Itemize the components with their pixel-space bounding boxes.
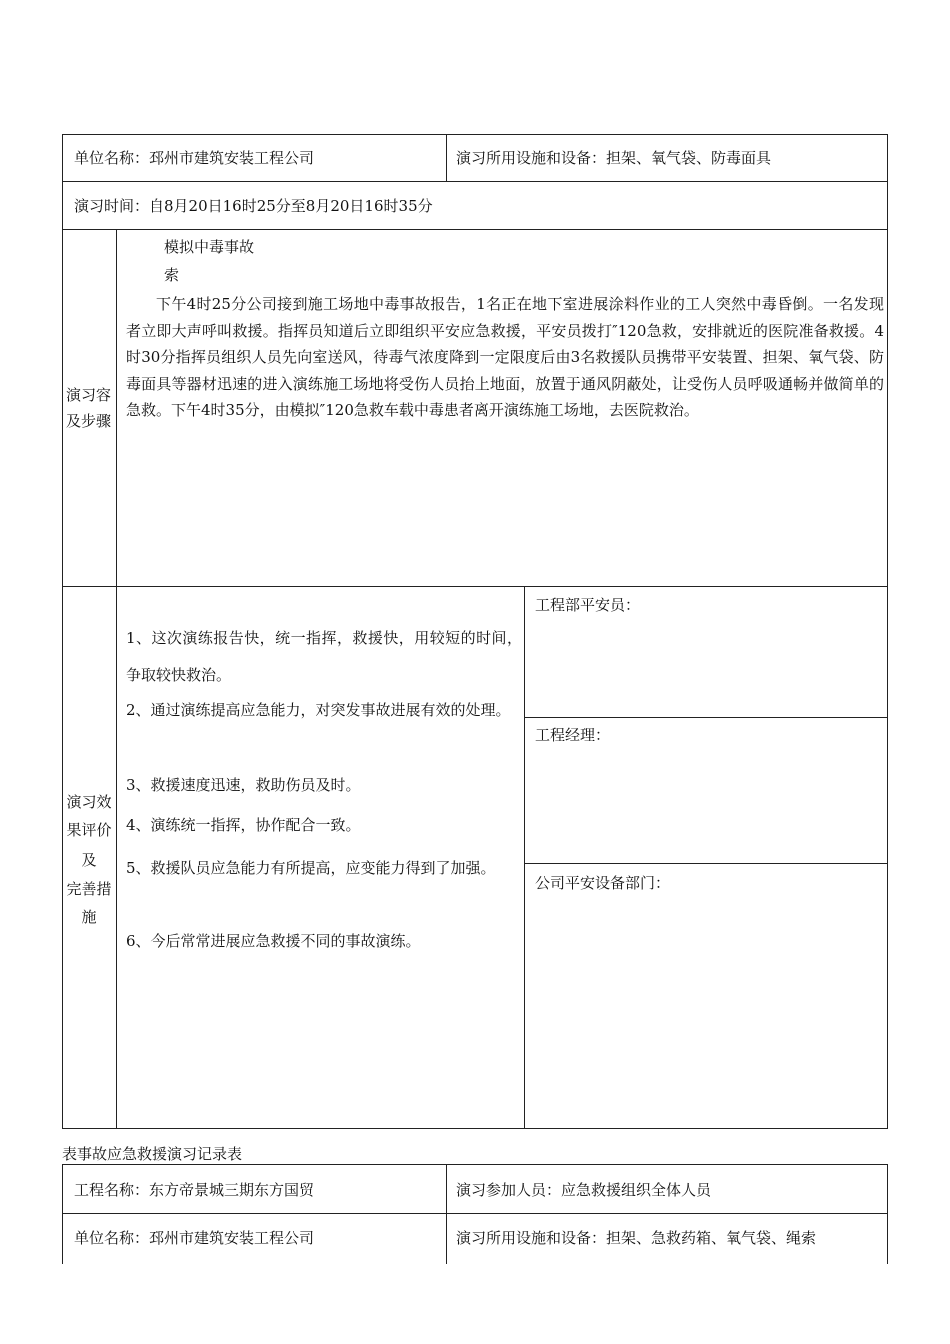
eval-item-2: 2、通过演练提高应急能力，对突发事故进展有效的处理。 [126, 701, 511, 719]
sign-company-safety-dept: 公司平安设备部门： [535, 874, 671, 892]
sign-project-manager: 工程经理： [535, 726, 611, 744]
table1-row1-divider [446, 134, 447, 181]
table1-row3-bottom [62, 586, 888, 587]
table2-equipment: 演习所用设施和设备：担架、急救药箱、氧气袋、绳索 [456, 1229, 817, 1247]
table2-participants: 演习参加人员：应急救援组织全体人员 [456, 1181, 712, 1199]
table1-eval-sign-divider [524, 586, 525, 1128]
table2-left-border [62, 1164, 63, 1264]
table1-right-border [887, 134, 888, 1129]
table1-top-border [62, 134, 888, 135]
table1-row2-bottom [62, 229, 888, 230]
table1-row1-bottom [62, 181, 888, 182]
content-label-line2: 及步骤 [66, 412, 112, 430]
eval-item-6: 6、今后常常进展应急救援不同的事故演练。 [126, 932, 421, 950]
eval-item-4: 4、演练统一指挥，协作配合一致。 [126, 816, 361, 834]
content-label-line1: 演习容 [66, 386, 112, 404]
eval-label-line3: 及 [81, 851, 97, 869]
eval-label-line4: 完善措 [66, 880, 112, 898]
sign-divider-2 [524, 863, 888, 864]
table2-right-border [887, 1164, 888, 1264]
table2-top-border [62, 1164, 888, 1165]
content-subtitle: 索 [164, 266, 180, 284]
eval-item-3: 3、救援速度迅速，救助伤员及时。 [126, 776, 361, 794]
eval-item-5: 5、救援队员应急能力有所提高，应变能力得到了加强。 [126, 859, 496, 877]
eval-item-1: 1、这次演练报告快，统一指挥，救援快，用较短的时间，争取较快救治。 [126, 629, 522, 684]
table1-bottom-border [62, 1128, 888, 1129]
unit-name-cell: 单位名称：邳州市建筑安装工程公司 [74, 149, 315, 167]
table2-column-divider [446, 1164, 447, 1264]
content-title: 模拟中毒事故 [164, 238, 255, 256]
drill-time-cell: 演习时间：自8月20日16时25分至8月20日16时35分 [74, 197, 433, 215]
eval-label-line2: 果评价 [66, 821, 112, 839]
eval-label-line1: 演习效 [66, 793, 112, 811]
table2-unit-name: 单位名称：邳州市建筑安装工程公司 [74, 1229, 315, 1247]
sign-project-safety-officer: 工程部平安员： [535, 596, 641, 614]
table2-project-name: 工程名称：东方帝景城三期东方国贸 [74, 1181, 315, 1199]
table2-caption: 表事故应急救援演习记录表 [62, 1145, 243, 1163]
equipment-cell: 演习所用设施和设备：担架、氧气袋、防毒面具 [456, 149, 772, 167]
table1-label-column-divider [116, 229, 117, 1128]
content-body: 下午4时25分公司接到施工场地中毒事故报告，1名正在地下室进展涂料作业的工人突然中毒昏倒。一名发现者立即大声呼叫救援。指挥员知道后立即组织平安应急救援，平安员拨打″120急救，安排就近的医院准备救援。4时30分指挥员组织人员先向室送风，待毒气浓度降到一定限度后由3名救援队员携带平安装置、担架、氧气袋、防毒面具等器材迅速的进入演练施工场地将受伤人员抬上地面，放置于通风阴蔽处，让受伤人员呼吸通畅并做简单的急救。下午4时35分，由模拟″120急救车载中毒患者离开演练施工场地，去医院救治。 [126, 295, 884, 419]
sign-divider-1 [524, 717, 888, 718]
table2-row1-bottom [62, 1213, 888, 1214]
table1-left-border [62, 134, 63, 1129]
eval-label-line5: 施 [81, 908, 97, 926]
